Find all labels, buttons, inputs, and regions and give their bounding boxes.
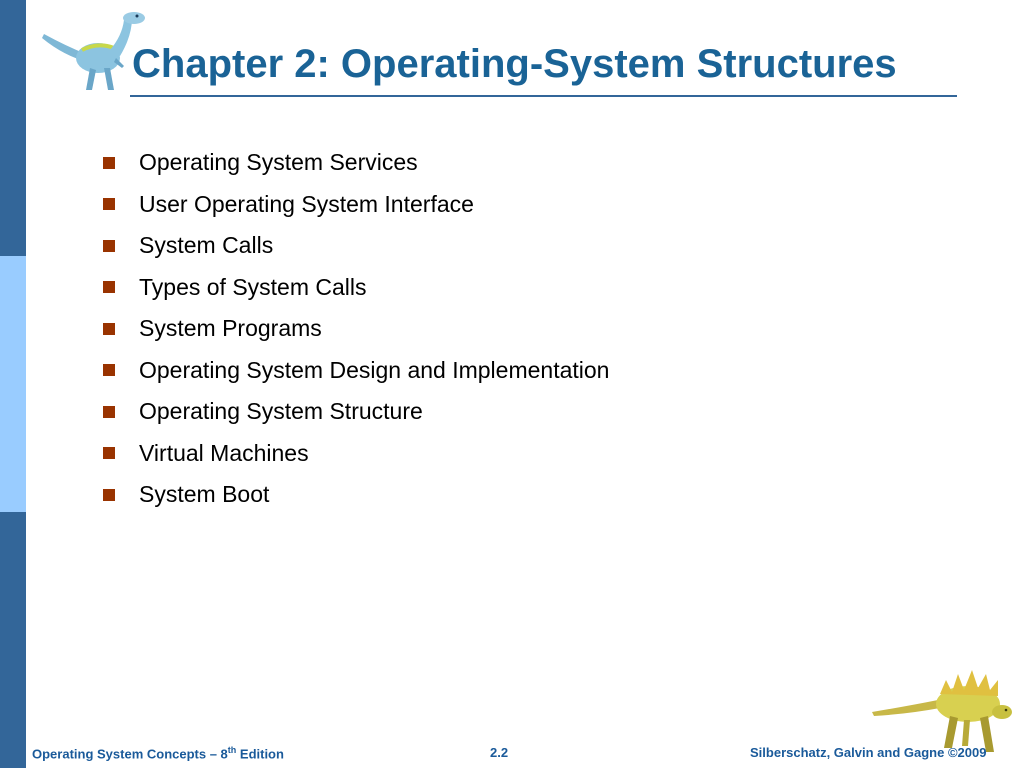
list-item-text: Types of System Calls (139, 273, 367, 300)
square-bullet-icon (103, 364, 115, 376)
list-item (103, 184, 609, 226)
bullet-list (103, 142, 609, 516)
square-bullet-icon (103, 323, 115, 335)
square-bullet-icon (103, 157, 115, 169)
square-bullet-icon (103, 406, 115, 418)
square-bullet-icon (103, 447, 115, 459)
square-bullet-icon (103, 281, 115, 293)
list-item (103, 350, 609, 392)
list-item (103, 225, 609, 267)
footer-copyright: Silberschatz, Galvin and Gagne ©2009 (750, 745, 987, 760)
left-accent-bar (0, 0, 26, 768)
footer-book-suffix: Edition (236, 746, 284, 762)
footer-page-number: 2.2 (490, 745, 509, 760)
footer-book-prefix: Operating System Concepts – 8 (32, 746, 228, 762)
list-item (103, 142, 609, 184)
title-divider (130, 95, 957, 97)
list-item (103, 433, 609, 475)
list-item (103, 267, 609, 309)
square-bullet-icon (103, 489, 115, 501)
left-bar-bottom-segment (0, 512, 26, 768)
list-item (103, 308, 609, 350)
square-bullet-icon (103, 198, 115, 210)
list-item-text: Operating System Structure (139, 398, 423, 425)
list-item-text: System Programs (139, 315, 322, 342)
left-bar-middle-segment (0, 256, 26, 512)
left-bar-top-segment (0, 0, 26, 256)
list-item-text: User Operating System Interface (139, 190, 474, 217)
list-item-text: Virtual Machines (139, 439, 309, 466)
slide-title: Chapter 2: Operating-System Structures (132, 42, 897, 86)
list-item-text: Operating System Services (139, 149, 418, 176)
footer-book-sup: th (227, 745, 237, 755)
list-item-text: Operating System Design and Implementation (139, 356, 610, 383)
square-bullet-icon (103, 240, 115, 252)
list-item (103, 391, 609, 433)
list-item (103, 474, 609, 516)
footer-book-title (32, 745, 284, 761)
list-item-text: System Calls (139, 232, 274, 259)
list-item-text: System Boot (139, 481, 270, 508)
